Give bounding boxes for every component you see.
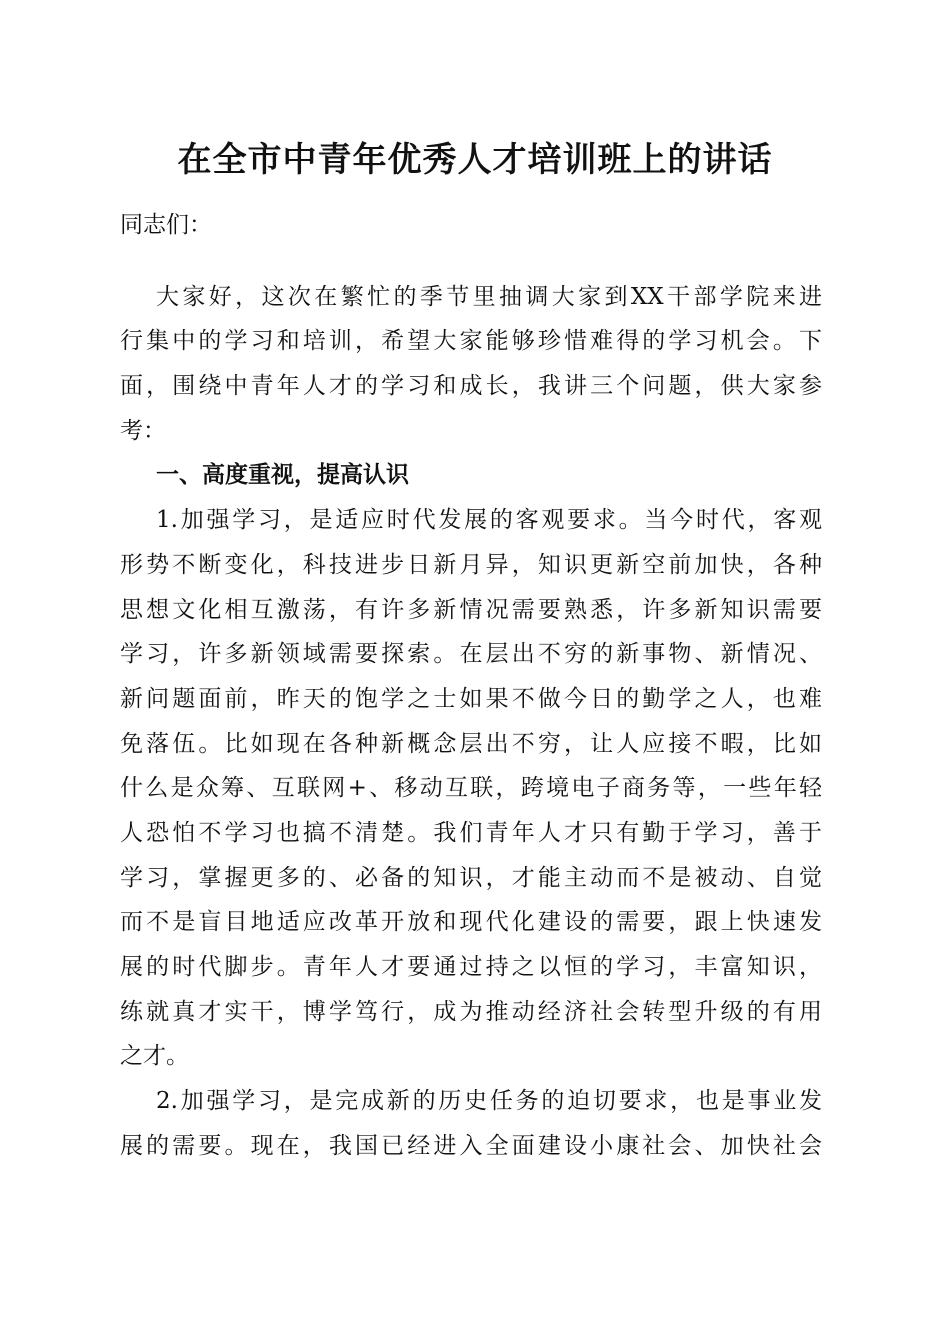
paragraph xyxy=(120,498,822,1079)
text-line: 大家好，这次在繁忙的季节里抽调大家到XX干部学院来进 xyxy=(156,283,822,310)
text-line: 免落伍。比如现在各种新概念层出不穷，让人应接不暇，比如 xyxy=(120,730,822,757)
paragraph xyxy=(120,1079,822,1168)
text-line: 之才。 xyxy=(120,1043,189,1070)
section-heading xyxy=(120,453,822,498)
text-line: 学习，掌握更多的、必备的知识，才能主动而不是被动、自觉 xyxy=(120,864,822,891)
text-line: 一、高度重视，提高认识 xyxy=(156,462,409,489)
text-line: 考： xyxy=(120,417,166,444)
text-line: 练就真才实干，博学笃行，成为推动经济社会转型升级的有用 xyxy=(120,998,822,1025)
text-line: 1.加强学习，是适应时代发展的客观要求。当今时代，客观 xyxy=(156,507,822,534)
text-line: 思想文化相互激荡，有许多新情况需要熟悉，许多新知识需要 xyxy=(120,596,822,623)
paragraph xyxy=(120,275,822,454)
text-line: 展的需要。现在，我国已经进入全面建设小康社会、加快社会 xyxy=(120,1132,822,1159)
text-line: 学习，许多新领域需要探索。在层出不穷的新事物、新情况、 xyxy=(120,641,822,668)
paragraphs xyxy=(120,275,822,1169)
text-line: 新问题面前，昨天的饱学之士如果不做今日的勤学之人，也难 xyxy=(120,685,822,712)
document-body xyxy=(120,203,822,1168)
text-line: 人恐怕不学习也搞不清楚。我们青年人才只有勤于学习，善于 xyxy=(120,819,822,846)
text-line: 而不是盲目地适应改革开放和现代化建设的需要，跟上快速发 xyxy=(120,909,822,936)
text-line: 2.加强学习，是完成新的历史任务的迫切要求，也是事业发 xyxy=(156,1088,822,1115)
text-line: 形势不断变化，科技进步日新月异，知识更新空前加快，各种 xyxy=(120,551,822,578)
text-line: 行集中的学习和培训，希望大家能够珍惜难得的学习机会。下 xyxy=(120,328,822,355)
salutation: 同志们： xyxy=(120,212,212,238)
text-line: 面，围绕中青年人才的学习和成长，我讲三个问题，供大家参 xyxy=(120,373,822,400)
text-line: 展的时代脚步。青年人才要通过持之以恒的学习，丰富知识， xyxy=(120,954,822,980)
document-title: 在全市中青年优秀人才培训班上的讲话 xyxy=(177,140,773,180)
text-line: 什么是众筹、互联网+、移动互联，跨境电子商务等，一些年轻 xyxy=(120,775,822,802)
